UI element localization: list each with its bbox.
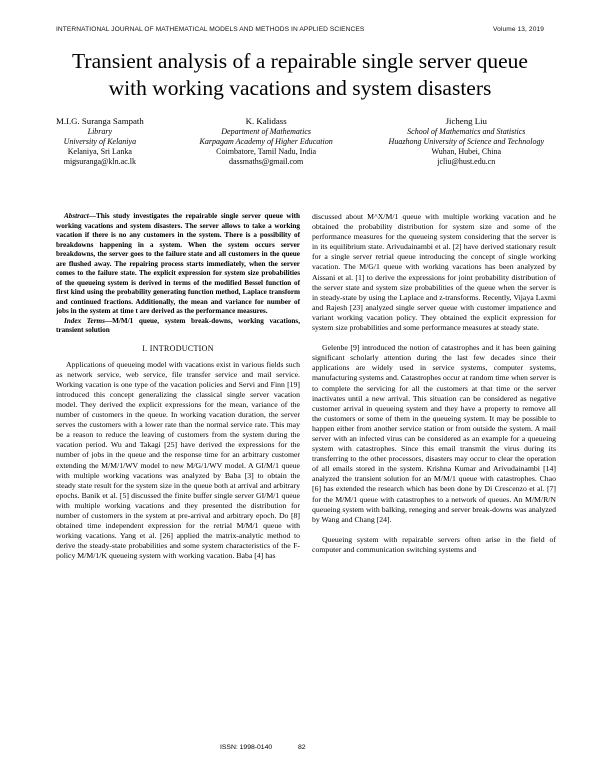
author-name: M.I.G. Suranga Sampath [56, 116, 144, 126]
paper-title: Transient analysis of a repairable single server queue with working vacations and system disasters [72, 49, 528, 100]
author-institution: University of Kelaniya [63, 136, 137, 146]
running-header [56, 26, 544, 33]
author-institution: Karpagam Academy of Higher Education [199, 136, 333, 146]
abstract [56, 212, 300, 317]
left-column [56, 212, 300, 561]
body-paragraph: Applications of queueing model with vacations exist in various fields such as network service, web service, file transfer service and mail service. Working vacation is one type of the vacation policies and Servi and Finn [19] introduced this concept generalizing the classical single server vacation model. They derived the explicit expressions for the mean, variance of the number of customers in the queue. In working vacation duration, the server serves the customers with a lower rate than the normal service rate. This may be a reason to reduce the leaving of customers from the system during the vacation period. Wu and Takagi [25] have derived the expressions for the number of jobs in the queue and the response time for an arbitrary customer extending the M/M/1/WV model to new M/G/1/WV model. A GI/M/1 queue with multiple working vacations was analyzed by Baba [3] to obtain the steady state result for the system size in the queue both at arrival and arbitrary epochs. Banik et al. [5] discussed the finite buffer single server GI/M/1 queue with multiple working vacations and they presented the distribution for number of customers in the system at pre-arrival and arbitrary epoch. Do [8] obtained time independent expression for the retrial M/M/1 queue with working vacations. Yang et al. [26] applied the matrix-analytic method to derive the steady-state probabilities and some system characteristics of the F-policy M/M/1/K queueing system with working vacation. Baba [4] has [56, 359, 300, 561]
page-number: 82 [298, 744, 306, 751]
author-location: Kelaniya, Sri Lanka [67, 147, 132, 157]
author-location: Coimbatore, Tamil Nadu, India [216, 147, 317, 157]
body-paragraph: Gelenbe [9] introduced the notion of catastrophes and it has been gaining significant scholarly attention during the last few decades since their applications are widely used in service systems, computer systems, manufacturing systems and. Catastrophes occur at random time when server is to complete the servicing for all the customers at that time or the server inactivates until a new arrival. This situation can be considered as negative customer arrival in queueing system and they have a property to remove all the customers or some of them in the queueing system. It may be possible to happen either from another service station or from outside the system. A mail server with an infected virus can be considered as an example for a queueing system with catastrophes. Since this email transmit the virus during its transferring to the other processors, disasters may occur to clear the operation of all emails stored in the system. Krishna Kumar and Arivudainambi [14] analyzed the transient solution for an M/M/1 queue with catastrophes. Chao [6] has extended the research which has been done by Di Crescenzo et al. [7] for the M/M/1 queue with catastrophes to a network of queues. An M/M/R/N queueing system with balking, reneging and server break-downs was analyzed by Wang and Chang [24]. [312, 343, 556, 524]
author-affiliation: Department of Mathematics [221, 126, 312, 136]
issn: ISSN: 1998-0140 [220, 744, 273, 751]
index-terms-text: —M/M/1 queue, system break-downs, working vacations, transient solution [56, 316, 301, 334]
volume-info: Volume 13, 2019 [493, 26, 544, 33]
author-name: Jicheng Liu [445, 116, 487, 126]
author-block [56, 116, 544, 168]
body-paragraph: Queueing system with repairable servers often arise in the field of computer and communication switching systems and [312, 534, 556, 554]
author-affiliation: School of Mathematics and Statistics [407, 126, 526, 136]
author-name: K. Kalidass [245, 116, 287, 126]
journal-name: INTERNATIONAL JOURNAL OF MATHEMATICAL MODELS AND METHODS IN APPLIED SCIENCES [56, 26, 365, 33]
index-terms-lead: Index Terms [64, 316, 105, 325]
author-3 [389, 116, 544, 168]
abstract-text: —This study investigates the repairable single server queue with working vacations and system disasters. The server allows to take a working vacation if there is no any customers in the system. There is a possibility of breakdowns happening in a system. When the system occurs server breakdowns, the server goes to the failure state and all customers in the queue are flushed away. The repairing process starts immediately, when the server comes to the failure state. The explicit expression for system size probabilities of the queueing system is derived in terms of the modified Bessel function of first kind using the probability generating function method, Laplace transform and continued fractions. Additionally, the mean and variance for number of jobs in the system at time t are derived as the performance measures. [56, 212, 300, 315]
author-email: dassmaths@gmail.com [229, 157, 304, 167]
author-email: migsuranga@kln.ac.lk [63, 157, 136, 167]
author-location: Wuhan, Hubei, China [431, 147, 501, 157]
author-email: jcliu@hust.edu.cn [437, 157, 496, 167]
right-column [312, 212, 556, 555]
section-heading-introduction: I. INTRODUCTION [142, 343, 214, 353]
index-terms [56, 317, 300, 336]
author-affiliation: Library [87, 126, 113, 136]
abstract-lead: Abstract [64, 212, 89, 220]
body-paragraph: discussed about M^X/M/1 queue with multiple working vacation and he obtained the probability distribution for system size and some of the performance measures for the queueing system considering that the server is in its equilibrium state. Arivudainambi et al. [2] have derived stationary result for a single server retrial queue introducing the concept of single working vacation. The M/G/1 queue with working vacations has been analyzed by Aissani et al. [1] to derive the expressions for joint probability distribution of the server state and system size probabilities of the queue when the server is in steady-state by using the Laplace and z-transforms. Recently, Vijaya Laxmi and Rajesh [23] analyzed single server queue with customer impatience and variant working vacation policy. They obtained the explicit expression for system size probabilities and some performance measures at steady state. [312, 212, 556, 333]
author-institution: Huazhong University of Science and Technology [388, 136, 544, 146]
author-2 [200, 116, 333, 168]
author-1 [56, 116, 144, 168]
